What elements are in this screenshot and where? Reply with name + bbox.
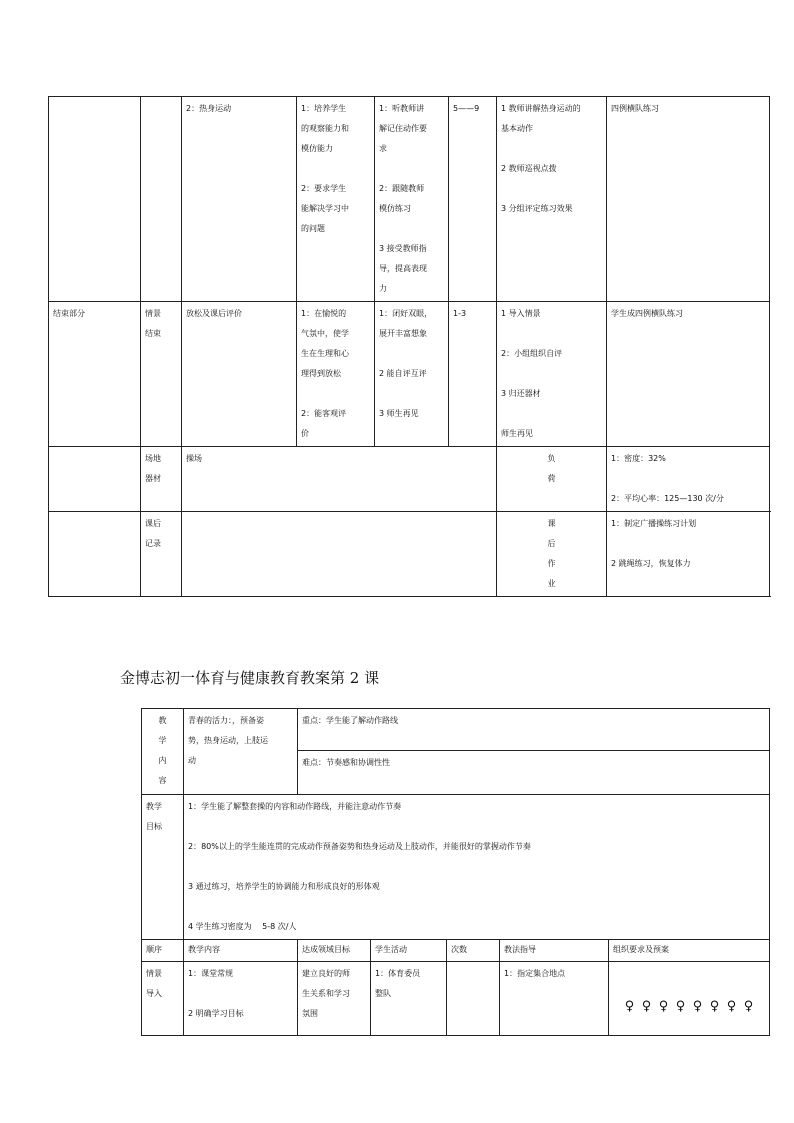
student-symbol-icon: ♀ bbox=[641, 999, 652, 1014]
intro-row bbox=[142, 962, 770, 1036]
venue-value: 操场 bbox=[182, 447, 497, 512]
order-cell: 情景 结束 bbox=[141, 302, 182, 447]
warmup-row bbox=[49, 97, 770, 302]
goals-cell: 1：在愉悦的 气氛中，使学 生在生理和心 理得到放松 2：能客观评 价 bbox=[297, 302, 375, 447]
header-row bbox=[142, 940, 770, 962]
notes-row bbox=[49, 512, 770, 597]
goals-value: 1：学生能了解整套操的内容和动作路线，并能注意动作节奏 2：80%以上的学生能连贯的完成动作预备姿势和热身运动及上肢动作，并能很好的掌握动作节奏 3 通过练习，培养学生的协调能力和形成良好的形体观 4 学生练习密度为 5-8 次/人 bbox=[184, 795, 770, 940]
content-value: 青春的活力：，预备姿 势，热身运动，上肢运 动 bbox=[184, 709, 298, 795]
key-point: 重点：学生能了解动作路线 bbox=[298, 709, 770, 751]
count-cell: 1-3 bbox=[449, 302, 497, 447]
student-activity-cell: 1：体育委员 整队 bbox=[371, 962, 447, 1036]
organization-cell: 四例横队练习 bbox=[607, 97, 770, 302]
student-symbol-icon: ♀ bbox=[624, 999, 635, 1014]
ending-row bbox=[49, 302, 770, 447]
student-activity-cell: 1：闭好双眼， 展开丰富想象 2 能自评互评 3 师生再见 bbox=[375, 302, 449, 447]
teacher-guidance-cell: 1：指定集合地点 bbox=[500, 962, 609, 1036]
load-value: 1：密度：32% 2：平均心率：125—130 次/分 bbox=[607, 447, 770, 512]
teacher-guidance-cell: 1 导入情景 2：小组组织自评 3 归还器材 师生再见 bbox=[497, 302, 607, 447]
venue-row bbox=[49, 447, 770, 512]
lesson-plan-table-1 bbox=[48, 96, 770, 597]
teacher-guidance-cell: 1 教师讲解热身运动的 基本动作 2 教师巡视点拨 3 分组评定练习效果 bbox=[497, 97, 607, 302]
lesson-title: 金博志初一体育与健康教育教案第 2 课 bbox=[120, 669, 380, 687]
student-symbol-icon: ♀ bbox=[675, 999, 686, 1014]
formation-diagram bbox=[613, 1000, 765, 1013]
organization-cell: 学生成四例横队练习 bbox=[607, 302, 770, 447]
notes-label: 课后 记录 bbox=[141, 512, 182, 597]
difficult-point: 难点：节奏感和协调性性 bbox=[298, 751, 770, 795]
load-label: 负 荷 bbox=[497, 447, 607, 512]
organization-cell bbox=[609, 962, 770, 1036]
goals-label: 教学 目标 bbox=[142, 795, 184, 940]
student-symbol-icon: ♀ bbox=[692, 999, 703, 1014]
header-count: 次数 bbox=[447, 940, 500, 962]
homework-label: 课 后 作 业 bbox=[497, 512, 607, 597]
header-organization: 组织要求及预案 bbox=[609, 940, 770, 962]
header-teacher: 教法指导 bbox=[500, 940, 609, 962]
content-cell: 1：课堂常规 2 明确学习目标 bbox=[184, 962, 298, 1036]
student-symbol-icon: ♀ bbox=[658, 999, 669, 1014]
homework-value: 1：制定广播操练习计划 2 跳绳练习，恢复体力 bbox=[607, 512, 770, 597]
order-cell bbox=[141, 97, 182, 302]
empty-cell bbox=[49, 512, 141, 597]
header-student: 学生活动 bbox=[371, 940, 447, 962]
order-cell: 情景 导入 bbox=[142, 962, 184, 1036]
header-content: 教学内容 bbox=[184, 940, 298, 962]
content-label: 教 学 内 容 bbox=[142, 709, 184, 795]
student-symbol-icon: ♀ bbox=[709, 999, 720, 1014]
content-row bbox=[142, 709, 770, 751]
header-goals: 达成领域目标 bbox=[298, 940, 371, 962]
goals-row bbox=[142, 795, 770, 940]
content-cell: 2：热身运动 bbox=[182, 97, 297, 302]
section-cell bbox=[49, 97, 141, 302]
lesson-plan-table-2 bbox=[141, 708, 770, 1036]
student-symbol-icon: ♀ bbox=[726, 999, 737, 1014]
count-cell: 5——9 bbox=[449, 97, 497, 302]
goals-cell: 建立良好的师 生关系和学习 氛围 bbox=[298, 962, 371, 1036]
count-cell bbox=[447, 962, 500, 1036]
goals-cell: 1：培养学生 的观察能力和 模仿能力 2：要求学生 能解决学习中 的问题 bbox=[297, 97, 375, 302]
venue-label: 场地 器材 bbox=[141, 447, 182, 512]
notes-value bbox=[182, 512, 497, 597]
header-order: 顺序 bbox=[142, 940, 184, 962]
empty-cell bbox=[49, 447, 141, 512]
student-symbol-icon: ♀ bbox=[743, 999, 754, 1014]
content-cell: 放松及课后评价 bbox=[182, 302, 297, 447]
section-cell: 结束部分 bbox=[49, 302, 141, 447]
student-activity-cell: 1：听教师讲 解记住动作要 求 2：跟随教师 模仿练习 3 接受教师指 导，提高表现 力 bbox=[375, 97, 449, 302]
